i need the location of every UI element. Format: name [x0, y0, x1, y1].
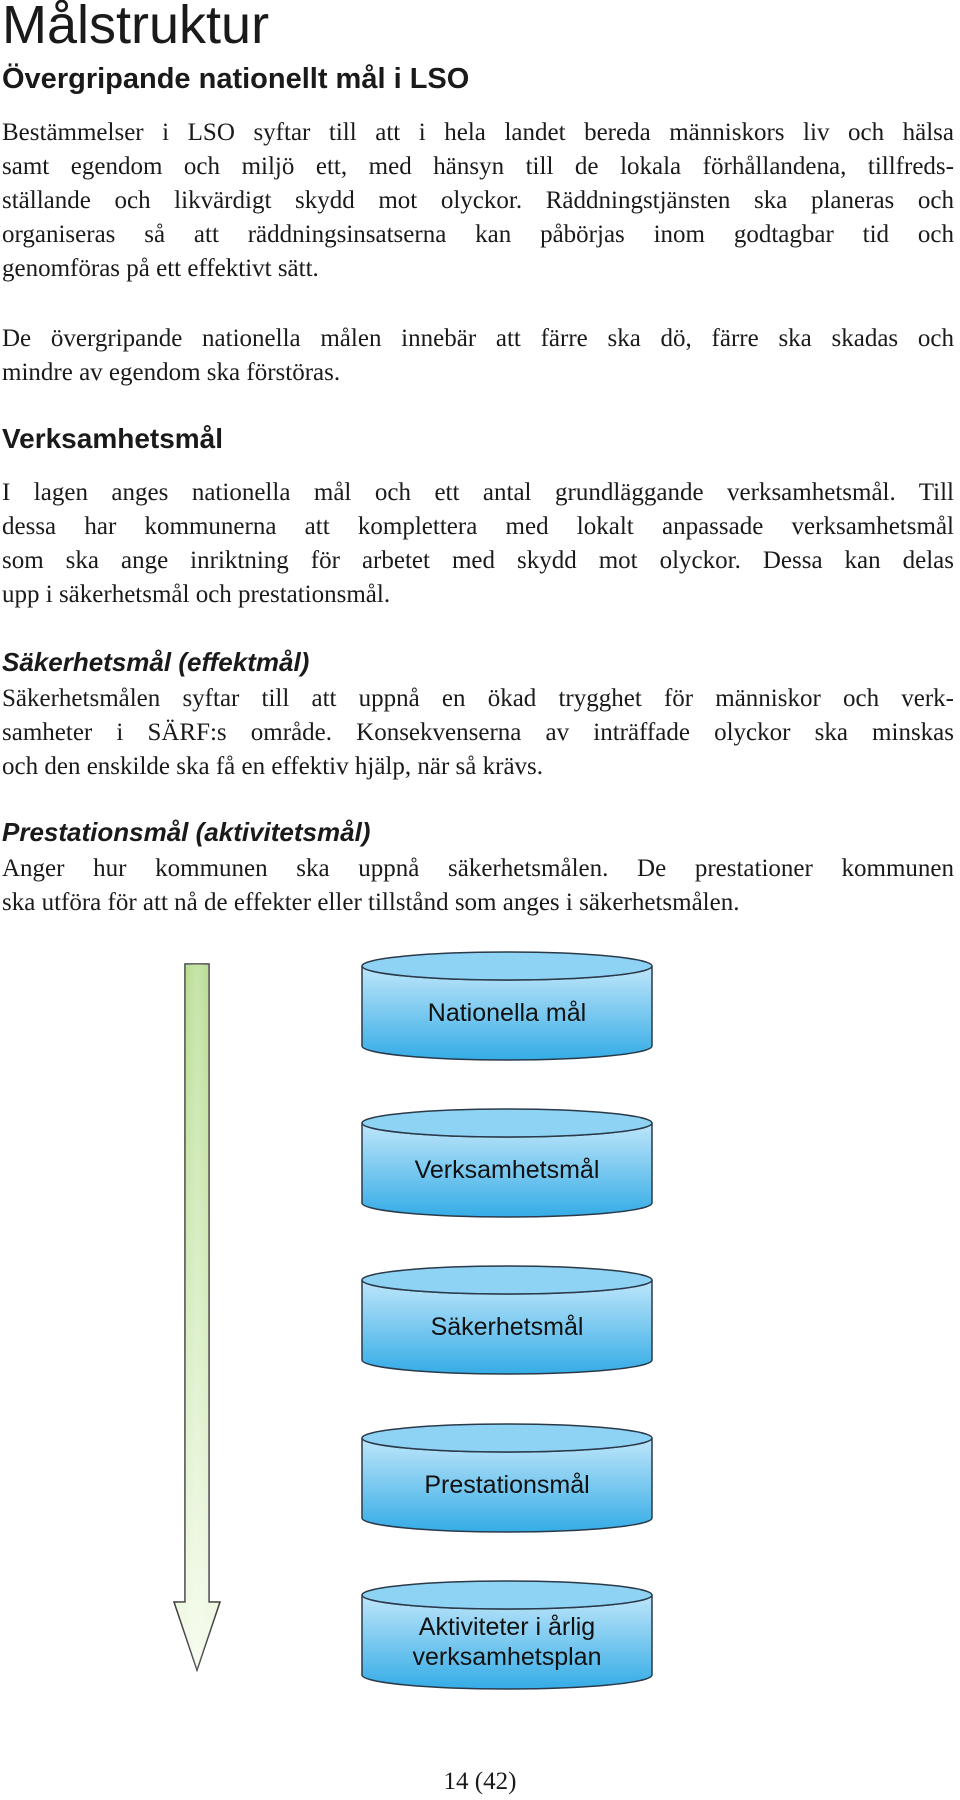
section-heading-nationellt-mal: Övergripande nationellt mål i LSO: [2, 63, 470, 95]
cylinder-top: [362, 1109, 652, 1137]
section-heading-sakerhetsmal: Säkerhetsmål (effektmål): [2, 647, 310, 677]
goal-level-cylinder: [362, 1581, 652, 1689]
text-line: samt egendom och miljö ett, med hänsyn till de lokala förhållandena, tillfreds-: [2, 153, 954, 180]
text-line: och den enskilde ska få en effektiv hjälp, när så krävs.: [2, 753, 544, 780]
text-line: som ska ange inriktning för arbetet med skydd mot olyckor. Dessa kan delas: [2, 547, 954, 574]
text-line: mindre av egendom ska förstöras.: [2, 359, 341, 386]
goal-level-cylinder: [362, 1424, 652, 1532]
text-line: upp i säkerhetsmål och prestationsmål.: [2, 581, 391, 608]
page-number: 14 (42): [443, 1768, 517, 1795]
page-title: Målstruktur: [2, 0, 270, 55]
text-line: ställande och likvärdigt skydd mot olyckor. Räddningstjänsten ska planeras och: [2, 187, 954, 214]
text-line: Bestämmelser i LSO syftar till att i hela landet bereda människors liv och hälsa: [2, 119, 954, 146]
paragraph-overgripande-mal: [2, 322, 954, 390]
cylinder-top: [362, 1581, 652, 1609]
cylinder-top: [362, 1424, 652, 1452]
text-line: Anger hur kommunen ska uppnå säkerhetsmålen. De prestationer kommunen: [2, 855, 954, 882]
cylinder-top: [362, 1266, 652, 1294]
cylinder-label: Aktiviteter i årlig: [418, 1613, 596, 1641]
cylinder-label: Prestationsmål: [424, 1471, 590, 1499]
text-line: De övergripande nationella målen innebär att färre ska dö, färre ska skadas och: [2, 325, 954, 352]
goal-hierarchy-svg: [0, 940, 960, 1730]
text-line: organiseras så att räddningsinsatserna kan påbörjas inom godtagbar tid och: [2, 221, 954, 248]
cylinder-label: verksamhetsplan: [412, 1643, 602, 1671]
down-arrow-highlight: [174, 964, 220, 1670]
text-line: Säkerhetsmålen syftar till att uppnå en ökad trygghet för människor och verk-: [2, 685, 954, 712]
section-heading-prestationsmal: Prestationsmål (aktivitetsmål): [2, 817, 371, 847]
goal-level-cylinder: [362, 1266, 652, 1374]
goal-hierarchy-diagram: [0, 940, 960, 1730]
text-line: genomföras på ett effektivt sätt.: [2, 255, 319, 282]
goal-level-cylinder: [362, 952, 652, 1060]
paragraph-verksamhetsmal: [2, 476, 954, 612]
text-line: I lagen anges nationella mål och ett antal grundläggande verksamhetsmål. Till: [2, 479, 954, 506]
paragraph-bestammelser: [2, 116, 954, 286]
text-line: dessa har kommunerna att komplettera med lokalt anpassade verksamhetsmål: [2, 513, 954, 540]
cylinder-label: Säkerhetsmål: [430, 1313, 584, 1341]
cylinder-label: Nationella mål: [427, 999, 587, 1027]
cylinder-label: Verksamhetsmål: [414, 1156, 600, 1184]
paragraph-sakerhetsmal: [2, 682, 954, 784]
goal-level-cylinder: [362, 1109, 652, 1217]
cylinder-top: [362, 952, 652, 980]
text-line: ska utföra för att nå de effekter eller tillstånd som anges i säkerhetsmålen.: [2, 889, 740, 916]
text-line: samheter i SÄRF:s område. Konsekvenserna av inträffade olyckor ska minskas: [2, 719, 954, 746]
section-heading-verksamhetsmal: Verksamhetsmål: [2, 423, 224, 454]
paragraph-prestationsmal: [2, 852, 954, 920]
